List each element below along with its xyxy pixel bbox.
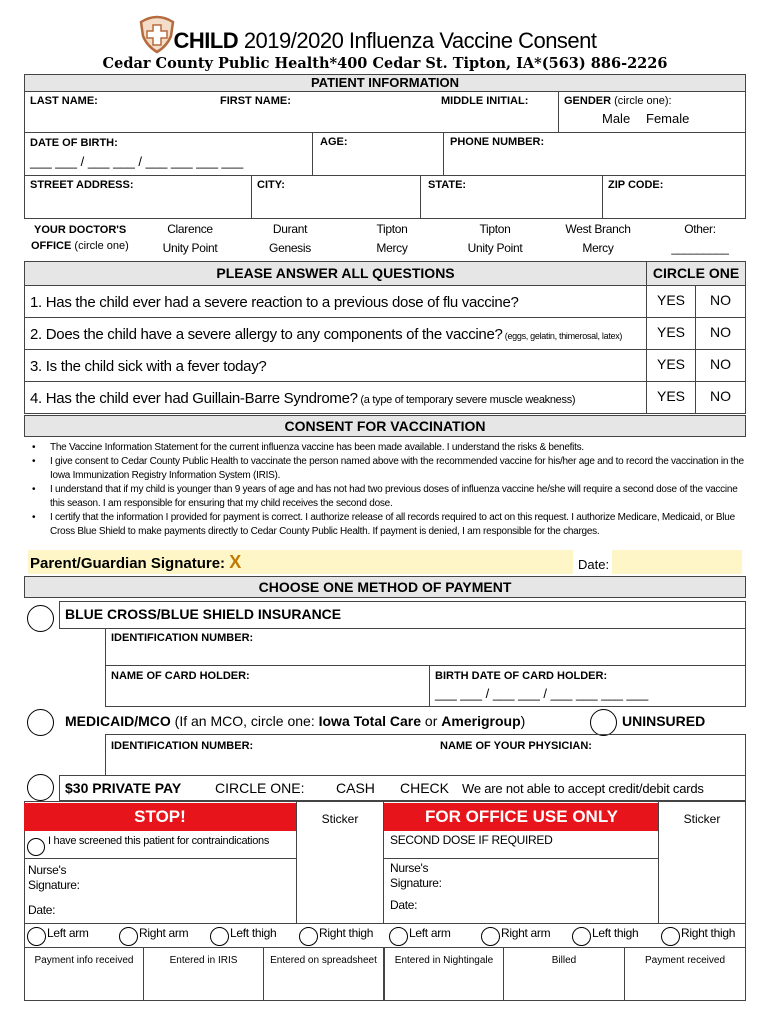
organization-address: Cedar County Public Health*400 Cedar St. Tipton, IA*(563) 886-2226 [102, 55, 668, 72]
phone-field[interactable] [450, 150, 740, 172]
state-field[interactable] [428, 193, 598, 215]
consent-statements [24, 441, 746, 539]
gender-label: GENDER (circle one): [564, 95, 672, 107]
question-text: 3. Is the child sick with a fever today? [30, 358, 267, 375]
nurse-signature-label-second: Nurse's Signature: [390, 861, 442, 890]
site-radio[interactable] [210, 927, 229, 946]
office-date-label-second: Date: [390, 898, 418, 912]
question-text: 2. Does the child have a severe allergy to any components of the vaccine? (eggs, gelatin, thimerosal, latex) [30, 326, 623, 343]
consent-heading: CONSENT FOR VACCINATION [24, 415, 746, 437]
billed-label: Billed [551, 955, 577, 966]
card-holder-dob-field[interactable]: ___ ___ / ___ ___ / ___ ___ ___ ___ [435, 686, 649, 701]
cash-option[interactable]: CASH [336, 780, 375, 796]
office-date-label: Date: [28, 903, 56, 917]
screened-checkbox[interactable] [27, 838, 45, 856]
answer-yes-option[interactable]: YES [656, 356, 685, 372]
answer-yes-option[interactable]: YES [656, 324, 685, 340]
site-radio[interactable] [481, 927, 500, 946]
gender-female-option[interactable]: Female [646, 111, 690, 126]
site-left-arm: Left arm [47, 926, 89, 940]
first-name-label: FIRST NAME: [220, 95, 291, 107]
bcbs-label: BLUE CROSS/BLUE SHIELD INSURANCE [65, 606, 342, 622]
divider [24, 858, 296, 859]
phone-label: PHONE NUMBER: [450, 136, 545, 148]
circle-one-heading: CIRCLE ONE [646, 261, 746, 286]
site-radio[interactable] [27, 927, 46, 946]
office-option-tipton-mercy[interactable]: Tipton Mercy [376, 222, 408, 255]
site-right-arm: Right arm [139, 926, 189, 940]
uninsured-radio[interactable] [590, 709, 617, 736]
site-radio[interactable] [299, 927, 318, 946]
state-label: STATE: [428, 179, 467, 191]
site-radio[interactable] [661, 927, 680, 946]
office-use-banner: FOR OFFICE USE ONLY [384, 803, 659, 831]
stop-banner: STOP! [24, 803, 296, 831]
site-radio[interactable] [572, 927, 591, 946]
gender-male-option[interactable]: Male [602, 111, 631, 126]
city-field[interactable] [257, 193, 415, 215]
street-field[interactable] [30, 193, 245, 215]
private-pay-circle-one: CIRCLE ONE: [215, 780, 305, 796]
bcbs-id-label: IDENTIFICATION NUMBER: [111, 632, 254, 644]
physician-label: NAME OF YOUR PHYSICIAN: [440, 740, 592, 752]
card-holder-field[interactable] [111, 684, 423, 704]
answer-no-option[interactable]: NO [710, 356, 731, 372]
consent-date-label: Date: [578, 557, 610, 572]
entered-nightingale-label: Entered in Nightingale [394, 955, 494, 966]
uninsured-label: UNINSURED [622, 713, 706, 729]
office-option-durant[interactable]: Durant Genesis [269, 222, 311, 255]
doctor-label-office: OFFICE (circle one) [31, 240, 129, 252]
site-right-arm-second: Right arm [501, 926, 551, 940]
last-name-field[interactable] [30, 107, 215, 131]
site-left-thigh-second: Left thigh [592, 926, 639, 940]
doctor-label: YOUR DOCTOR'S [34, 224, 127, 236]
office-option-tipton-unity[interactable]: Tipton Unity Point [467, 222, 523, 255]
private-pay-label: $30 PRIVATE PAY [65, 780, 182, 796]
office-option-other[interactable]: Other: _________ [671, 222, 729, 255]
bcbs-radio[interactable] [27, 605, 54, 632]
medicaid-id-field[interactable] [111, 754, 429, 772]
signature-label: Parent/Guardian Signature: X [30, 552, 242, 572]
consent-date-field[interactable] [612, 550, 742, 574]
consent-statement: • I certify that the information I provided for payment is correct. I authorize release of all records required to act on this request. I authorize Medicare, Medicaid, or Blue Cross Blue Shield to make payments directly to Cedar County Public Health. If payment is denied, I am responsible for the charges. [24, 511, 746, 539]
site-radio[interactable] [389, 927, 408, 946]
office-option-west-branch[interactable]: West Branch Mercy [565, 222, 631, 255]
answer-no-option[interactable]: NO [710, 292, 731, 308]
form-title: CHILD 2019/2020 Influenza Vaccine Consent [173, 28, 597, 53]
payment-received-label: Payment received [644, 955, 726, 966]
mco-option-amerigroup[interactable]: Amerigroup [441, 713, 521, 729]
answer-no-option[interactable]: NO [710, 324, 731, 340]
middle-initial-label: MIDDLE INITIAL: [441, 95, 529, 107]
questions-heading: PLEASE ANSWER ALL QUESTIONS [24, 261, 647, 286]
consent-statement: • The Vaccine Information Statement for the current influenza vaccine has been made available. I understand the risks & benefits. [24, 441, 746, 455]
age-label: AGE: [320, 136, 348, 148]
question-text: 4. Has the child ever had Guillain-Barre Syndrome? (a type of temporary severe muscle weakness) [30, 390, 576, 407]
consent-statement: • I understand that if my child is younger than 9 years of age and has not had two previous doses of influenza vaccine he/she will require a second dose of the vaccine this season. I am responsible for ensuring that my child receives the second dose. [24, 483, 746, 511]
medicaid-id-label: IDENTIFICATION NUMBER: [111, 740, 254, 752]
card-holder-dob-label: BIRTH DATE OF CARD HOLDER: [435, 670, 608, 682]
city-label: CITY: [257, 179, 285, 191]
zip-label: ZIP CODE: [608, 179, 664, 191]
medicaid-radio[interactable] [27, 709, 54, 736]
physician-field[interactable] [440, 754, 740, 772]
site-left-thigh: Left thigh [230, 926, 277, 940]
nurse-signature-label: Nurse's Signature: [28, 863, 80, 892]
sticker-label: Sticker [321, 812, 359, 826]
check-option[interactable]: CHECK [400, 780, 450, 796]
private-pay-radio[interactable] [27, 774, 54, 801]
first-name-field[interactable] [220, 107, 435, 131]
answer-no-option[interactable]: NO [710, 388, 731, 404]
divider [384, 858, 659, 859]
card-holder-label: NAME OF CARD HOLDER: [111, 670, 250, 682]
site-radio[interactable] [119, 927, 138, 946]
second-dose-label: SECOND DOSE IF REQUIRED [390, 833, 553, 847]
dob-label: DATE OF BIRTH: [30, 137, 118, 149]
sticker-label-second: Sticker [683, 812, 721, 826]
office-option-clarence[interactable]: Clarence Unity Point [162, 222, 218, 255]
divider [24, 923, 746, 924]
site-right-thigh-second: Right thigh [681, 926, 736, 940]
answer-yes-option[interactable]: YES [656, 292, 685, 308]
age-field[interactable] [318, 150, 438, 172]
mco-option-iowa[interactable]: Iowa Total Care [318, 713, 422, 729]
no-credit-notice: We are not able to accept credit/debit cards [462, 781, 704, 796]
entered-iris-label: Entered in IRIS [169, 955, 238, 966]
payment-info-received-label: Payment info received [34, 955, 134, 966]
consent-statement: • I give consent to Cedar County Public Health to vaccinate the person named above with the recommended vaccine for his/her age and to record the vaccination in the Iowa Immunization Registry Information System (IRIS). [24, 455, 746, 483]
medicaid-label: MEDICAID/MCO (If an MCO, circle one: Iowa Total Care or Amerigroup) [65, 713, 526, 729]
answer-yes-option[interactable]: YES [656, 388, 685, 404]
bcbs-id-field[interactable] [111, 646, 741, 664]
zip-field[interactable] [608, 193, 740, 215]
last-name-label: LAST NAME: [30, 95, 98, 107]
patient-info-heading: PATIENT INFORMATION [24, 74, 746, 92]
street-label: STREET ADDRESS: [30, 179, 134, 191]
middle-initial-field[interactable] [441, 107, 553, 131]
payment-heading: CHOOSE ONE METHOD OF PAYMENT [24, 576, 746, 598]
entered-spreadsheet-label: Entered on spreadsheet [270, 955, 377, 966]
dob-field[interactable]: ___ ___ / ___ ___ / ___ ___ ___ ___ [30, 154, 244, 169]
site-right-thigh: Right thigh [319, 926, 374, 940]
site-left-arm-second: Left arm [409, 926, 451, 940]
question-text: 1. Has the child ever had a severe reaction to a previous dose of flu vaccine? [30, 294, 519, 311]
screened-label: I have screened this patient for contraindications [48, 835, 270, 847]
